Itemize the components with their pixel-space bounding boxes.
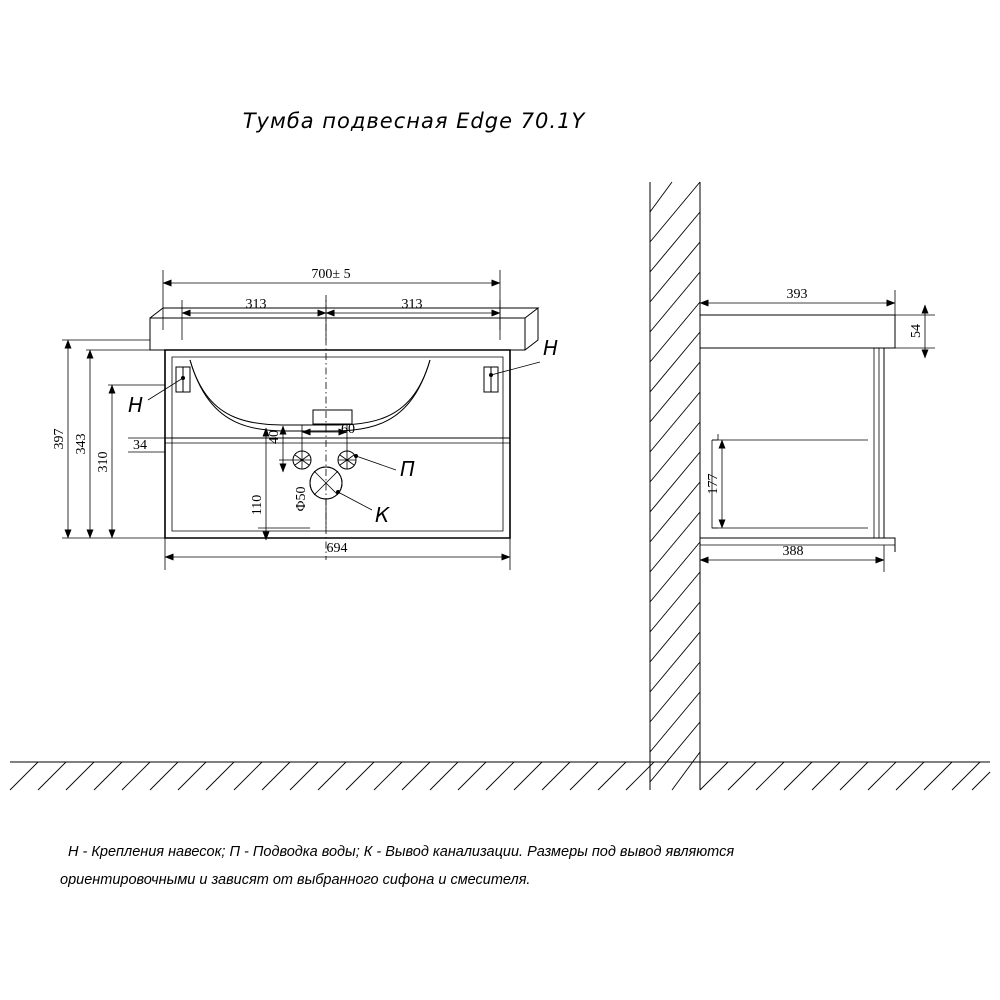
ground-line-group	[10, 762, 990, 790]
side-view-group	[650, 182, 935, 790]
dim-110: 110	[250, 494, 265, 516]
page-title: Тумба подвесная Edge 70.1Y	[242, 109, 586, 133]
dim-40: 40	[267, 430, 282, 444]
dim-700: 700± 5	[311, 267, 351, 282]
legend-notes	[60, 838, 940, 894]
dim-343: 343	[74, 433, 89, 455]
dim-diameter-50: Ф50	[294, 486, 309, 512]
dim-310: 310	[96, 451, 111, 473]
dim-393: 393	[786, 287, 808, 302]
dim-34: 34	[133, 438, 147, 453]
marker-hanger-right: Н	[543, 336, 559, 360]
dim-54: 54	[909, 324, 924, 338]
front-view-group	[52, 267, 558, 570]
dim-177: 177	[706, 473, 721, 495]
marker-water-supply: П	[400, 457, 416, 481]
dim-397: 397	[52, 428, 67, 450]
legend-note-line-1: Н - Крепления навесок; П - Подводка воды; К - Вывод канализации. Размеры под вывод являются	[68, 844, 735, 860]
marker-sewer: К	[375, 503, 390, 527]
dim-313-left: 313	[245, 297, 267, 312]
marker-hanger-left: Н	[128, 393, 144, 417]
dim-694: 694	[326, 541, 348, 556]
legend-note-line-2: ориентировочными и зависят от выбранного сифона и смесителя.	[60, 872, 531, 888]
dim-313-right: 313	[401, 297, 423, 312]
dim-60: 60	[341, 422, 355, 437]
dim-388: 388	[782, 544, 804, 559]
